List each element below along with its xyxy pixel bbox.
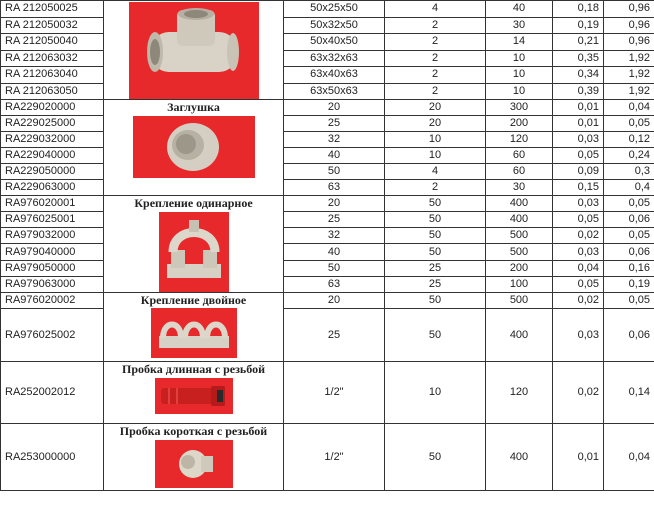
weight-cell: 0,14 [604,362,654,424]
pack-cell: 2 [385,34,486,51]
box-cell: 100 [486,276,553,292]
weight-cell: 0,16 [604,260,654,276]
product-caption: Пробка короткая с резьбой [119,424,268,438]
pack-cell: 2 [385,67,486,84]
pack-cell: 50 [385,293,486,309]
weight-cell: 1,92 [604,83,654,100]
weight-cell: 0,4 [604,180,654,196]
table-row [1,180,654,196]
article-code: RA976025001 [1,212,104,228]
volume-cell: 0,39 [553,83,604,100]
volume-cell: 0,18 [553,1,604,18]
volume-cell: 0,35 [553,50,604,67]
product-image-cell [104,424,284,491]
article-code: RA252002012 [1,362,104,424]
article-code: RA979050000 [1,260,104,276]
table-row [1,164,654,180]
weight-cell: 1,92 [604,67,654,84]
weight-cell: 0,05 [604,228,654,244]
size-cell: 50x25x50 [284,1,385,18]
article-code: RA253000000 [1,424,104,491]
volume-cell: 0,01 [553,424,604,491]
article-code: RA979040000 [1,244,104,260]
size-cell: 40 [284,148,385,164]
product-image-cell [104,362,284,424]
table-row [1,276,654,292]
box-cell: 30 [486,180,553,196]
volume-cell: 0,02 [553,293,604,309]
box-cell: 40 [486,1,553,18]
product-image-cell [104,1,284,100]
size-cell: 50x32x50 [284,17,385,34]
article-code: RA979032000 [1,228,104,244]
size-cell: 32 [284,132,385,148]
pack-cell: 4 [385,1,486,18]
end-cap-image [133,116,255,178]
box-cell: 14 [486,34,553,51]
table-row [1,228,654,244]
volume-cell: 0,03 [553,196,604,212]
pack-cell: 2 [385,50,486,67]
size-cell: 1/2" [284,424,385,491]
weight-cell: 0,96 [604,17,654,34]
pack-cell: 50 [385,244,486,260]
size-cell: 63x40x63 [284,67,385,84]
pack-cell: 2 [385,83,486,100]
pack-cell: 4 [385,164,486,180]
table-row [1,116,654,132]
box-cell: 120 [486,362,553,424]
pack-cell: 10 [385,148,486,164]
article-code: RA979063000 [1,276,104,292]
volume-cell: 0,01 [553,100,604,116]
volume-cell: 0,21 [553,34,604,51]
product-caption: Пробка длинная с резьбой [121,362,266,376]
box-cell: 400 [486,424,553,491]
box-cell: 500 [486,293,553,309]
box-cell: 60 [486,164,553,180]
box-cell: 10 [486,67,553,84]
volume-cell: 0,03 [553,309,604,362]
table-row [1,244,654,260]
weight-cell: 0,19 [604,276,654,292]
article-code: RA229050000 [1,164,104,180]
pack-cell: 20 [385,116,486,132]
article-code: RA976020001 [1,196,104,212]
short-threaded-plug-image [155,440,233,488]
table-row [1,260,654,276]
table-row [1,1,654,18]
volume-cell: 0,05 [553,276,604,292]
volume-cell: 0,15 [553,180,604,196]
product-image-cell [104,196,284,293]
table-row [1,17,654,34]
table-row [1,50,654,67]
article-code: RA229020000 [1,100,104,116]
product-image-cell [104,293,284,362]
size-cell: 1/2" [284,362,385,424]
table-row [1,148,654,164]
box-cell: 60 [486,148,553,164]
weight-cell: 0,3 [604,164,654,180]
pack-cell: 25 [385,276,486,292]
size-cell: 63 [284,180,385,196]
weight-cell: 0,06 [604,212,654,228]
box-cell: 500 [486,244,553,260]
pack-cell: 50 [385,309,486,362]
pack-cell: 10 [385,132,486,148]
volume-cell: 0,02 [553,362,604,424]
size-cell: 25 [284,309,385,362]
weight-cell: 0,12 [604,132,654,148]
size-cell: 20 [284,196,385,212]
box-cell: 10 [486,83,553,100]
pack-cell: 50 [385,212,486,228]
size-cell: 50 [284,260,385,276]
product-caption: Крепление одинарное [134,196,253,210]
box-cell: 400 [486,196,553,212]
pack-cell: 10 [385,362,486,424]
size-cell: 50 [284,164,385,180]
table-row [1,34,654,51]
volume-cell: 0,05 [553,212,604,228]
box-cell: 300 [486,100,553,116]
volume-cell: 0,34 [553,67,604,84]
size-cell: 63 [284,276,385,292]
article-code: RA976025002 [1,309,104,362]
size-cell: 50x40x50 [284,34,385,51]
box-cell: 400 [486,309,553,362]
table-row [1,212,654,228]
article-code: RA229040000 [1,148,104,164]
table-row [1,309,654,362]
product-caption: Заглушка [167,100,220,114]
volume-cell: 0,04 [553,260,604,276]
weight-cell: 0,05 [604,116,654,132]
product-image-cell [104,100,284,196]
size-cell: 25 [284,116,385,132]
weight-cell: 0,04 [604,100,654,116]
weight-cell: 0,05 [604,293,654,309]
article-code: RA 212063040 [1,67,104,84]
weight-cell: 0,96 [604,1,654,18]
table-row [1,424,654,491]
box-cell: 400 [486,212,553,228]
size-cell: 25 [284,212,385,228]
article-code: RA229032000 [1,132,104,148]
volume-cell: 0,19 [553,17,604,34]
pack-cell: 2 [385,17,486,34]
size-cell: 20 [284,293,385,309]
weight-cell: 0,06 [604,244,654,260]
single-clip-image [159,212,229,292]
box-cell: 10 [486,50,553,67]
pack-cell: 25 [385,260,486,276]
volume-cell: 0,02 [553,228,604,244]
weight-cell: 0,06 [604,309,654,362]
table-row [1,196,654,212]
pack-cell: 2 [385,180,486,196]
product-caption: Крепление двойное [140,293,247,307]
weight-cell: 0,05 [604,196,654,212]
size-cell: 63x32x63 [284,50,385,67]
article-code: RA 212063032 [1,50,104,67]
volume-cell: 0,03 [553,132,604,148]
box-cell: 200 [486,260,553,276]
volume-cell: 0,05 [553,148,604,164]
double-clip-image [151,308,237,358]
weight-cell: 0,96 [604,34,654,51]
pack-cell: 50 [385,228,486,244]
table-row [1,83,654,100]
size-cell: 32 [284,228,385,244]
weight-cell: 0,04 [604,424,654,491]
tee-fitting-image [129,2,259,99]
pack-cell: 20 [385,100,486,116]
volume-cell: 0,03 [553,244,604,260]
box-cell: 200 [486,116,553,132]
pack-cell: 50 [385,424,486,491]
size-cell: 40 [284,244,385,260]
table-row [1,67,654,84]
article-code: RA229025000 [1,116,104,132]
weight-cell: 0,24 [604,148,654,164]
table-row [1,100,654,116]
article-code: RA229063000 [1,180,104,196]
article-code: RA 212063050 [1,83,104,100]
article-code: RA976020002 [1,293,104,309]
volume-cell: 0,01 [553,116,604,132]
box-cell: 30 [486,17,553,34]
table-row [1,132,654,148]
long-threaded-plug-image [155,378,233,414]
weight-cell: 1,92 [604,50,654,67]
article-code: RA 212050025 [1,1,104,18]
pack-cell: 50 [385,196,486,212]
volume-cell: 0,09 [553,164,604,180]
article-code: RA 212050032 [1,17,104,34]
size-cell: 63x50x63 [284,83,385,100]
box-cell: 120 [486,132,553,148]
article-code: RA 212050040 [1,34,104,51]
size-cell: 20 [284,100,385,116]
table-row [1,362,654,424]
table-row [1,293,654,309]
box-cell: 500 [486,228,553,244]
